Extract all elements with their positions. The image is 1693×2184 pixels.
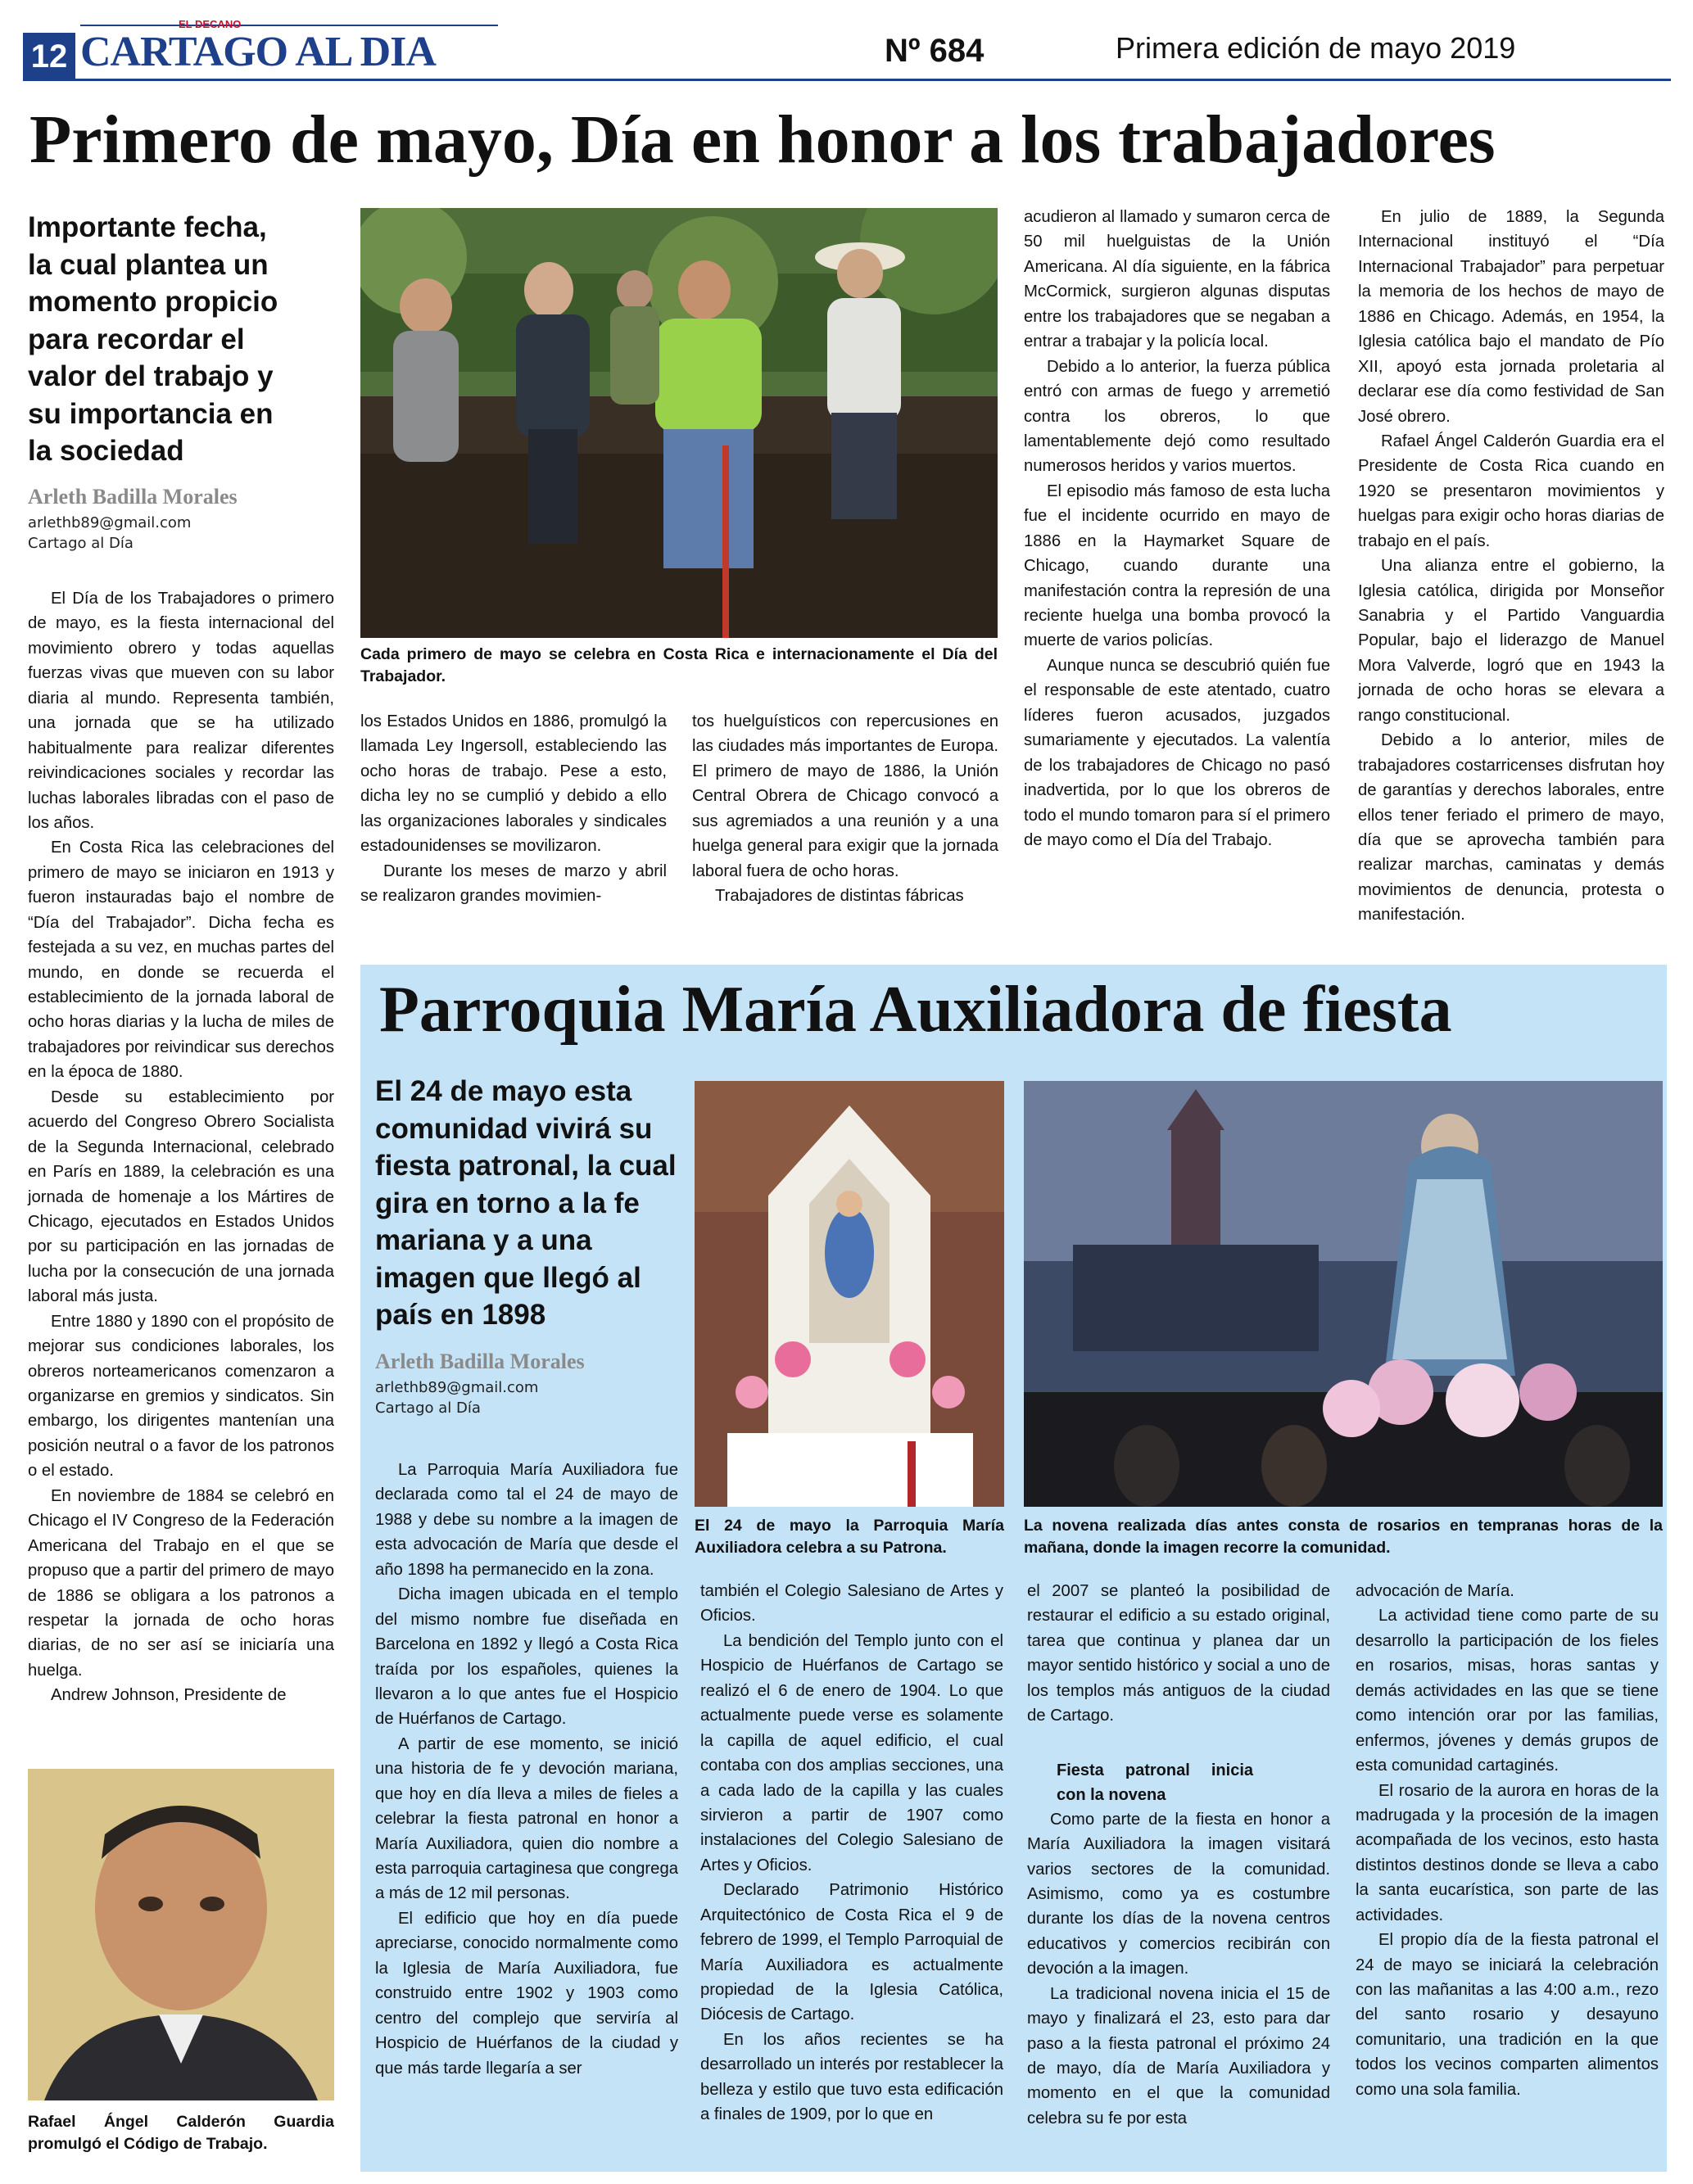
newspaper-logo[interactable] bbox=[80, 18, 436, 80]
paragraph: La tradicional novena inicia el 15 de mayo y finalizará el 23, esto para dar paso a la fiesta patronal el próximo 24 de mayo, día de María Auxiliadora y momento en el que la comunidad celebra su fe por esta bbox=[1027, 1984, 1330, 2127]
article2-column-4 bbox=[1356, 1579, 1659, 2102]
article2-headline: Parroquia María Auxiliadora de fiesta bbox=[379, 974, 1452, 1046]
article2-column-1 bbox=[375, 1458, 678, 2081]
paragraph: El episodio más famoso de esta lucha fue el incidente ocurrido en mayo de 1886 en la Haymarket Square de Chicago, cuando durante una manifestación contra la represión de una reciente huelga una bomba provocó la muerte de varios policías. bbox=[1024, 482, 1330, 650]
portrait-caption: Rafael Ángel Calderón Guardia promulgó el Código de Trabajo. bbox=[28, 2113, 334, 2154]
paragraph: En los años recientes se ha desarrollado un interés por restablecer la belleza y estilo que tuvo esta edificación a finales de 1909, por lo que en bbox=[700, 2030, 1003, 2124]
paragraph: también el Colegio Salesiano de Artes y Oficios. bbox=[700, 1582, 1003, 1626]
author-name: Arleth Badilla Morales bbox=[28, 485, 238, 509]
article1-column-5 bbox=[1358, 205, 1664, 928]
paragraph: El Día de los Trabajadores o primero de mayo, es la fiesta internacional del movimiento obrero y todas aquellas fuerzas vivas que mueven con su labor diaria al mundo. Representa también, una jornada que se ha utilizado habitualmente para realizar diferentes reivindicaciones sociales y recordar las luchas laborales libradas con el paso de los años. bbox=[28, 590, 334, 832]
paragraph: Declarado Patrimonio Histórico Arquitectónico de Costa Rica el 9 de febrero de 1999, el Templo Parroquial de María Auxiliadora es actualmente propiedad de la Iglesia Católica, Diócesis de Cartago. bbox=[700, 1881, 1003, 2024]
logo-name: CARTAGO AL DIA bbox=[80, 29, 436, 75]
paragraph: En julio de 1889, la Segunda Internacional instituyó el “Día Internacional Trabajador” para perpetuar la memoria de los hechos de mayo de 1886 en Chicago. Además, en 1954, la Iglesia católica bajo el mandato de Pío XII, apoyó esta jornada proletaria al declarar ese día como festividad de San José obrero. bbox=[1358, 208, 1664, 426]
paragraph: A partir de ese momento, se inició una historia de fe y devoción mariana, que hoy en día lleva a miles de fieles a celebrar la fiesta patronal en honor a María Auxiliadora, quien dio nombre a esta parroquia cartaginesa que congrega a más de 12 mil personas. bbox=[375, 1734, 678, 1903]
logo-tagline: EL DECANO bbox=[179, 18, 242, 30]
portrait-illustration bbox=[28, 1769, 334, 2100]
article1-column-2 bbox=[360, 709, 667, 909]
page-number: 12 bbox=[23, 33, 75, 80]
section-subhead: Fiesta patronal inicia con la novena bbox=[1057, 1761, 1253, 1804]
article2-column-3 bbox=[1027, 1579, 1330, 2131]
paragraph: el 2007 se planteó la posibilidad de restaurar el edificio a su estado original, tarea que continua y planea dar un mayor sentido histórico y social a uno de los templos más antiguos de la ciudad de Cartago. bbox=[1027, 1582, 1330, 1725]
paragraph: Debido a lo anterior, miles de trabajadores costarricenses disfrutan hoy de garantías y derechos laborales, entre ellos tener feriado el primero de mayo, día que se aprovecha también para realizar marchas, caminatas y demás movimientos de denuncia, protesta o manifestación. bbox=[1358, 731, 1664, 925]
issue-number: Nº 684 bbox=[885, 33, 985, 69]
article1-column-1 bbox=[28, 586, 334, 1708]
paragraph: advocación de María. bbox=[1356, 1582, 1514, 1600]
article1-byline bbox=[28, 485, 298, 552]
paragraph: Como parte de la fiesta en honor a María Auxiliadora la imagen visitará varios sectores de la comunidad. Asimismo, como ya es costumbre durante los días de la novena centros educativos y comercios recibirán con devoción a la imagen. bbox=[1027, 1810, 1330, 1978]
workers-photo bbox=[360, 208, 998, 638]
author-outlet: Cartago al Día bbox=[375, 1399, 481, 1417]
paragraph: Aunque nunca se descubrió quién fue el responsable de este atentado, cuatro líderes fueron acusados, juzgados sumariamente y ejecutados. La valentía de los trabajadores de Chicago no pasó inadvertida, por lo que los obreros de todo el mundo tomaron para sí el primero de mayo como el Día del Trabajo. bbox=[1024, 656, 1330, 849]
paragraph: La bendición del Templo junto con el Hospicio de Huérfanos de Cartago se realizó el 6 de enero de 1904. Lo que actualmente puede verse es solamente la capilla de aquel edificio, el cual contaba con dos amplias secciones, una a cada lado de la capilla y las cuales sirvieron a partir de 1907 como instalaciones del Colegio Salesiano de Artes y Oficios. bbox=[700, 1631, 1003, 1874]
author-outlet: Cartago al Día bbox=[28, 535, 134, 552]
author-email[interactable]: arlethb89@gmail.com bbox=[375, 1379, 539, 1396]
author-email[interactable]: arlethb89@gmail.com bbox=[28, 514, 192, 531]
procession-photo-caption: La novena realizada días antes consta de rosarios en tempranas horas de la mañana, donde la imagen recorre la comunidad. bbox=[1024, 1517, 1663, 1558]
article2-subtitle: El 24 de mayo esta comunidad vivirá su fiesta patronal, la cual gira en torno a la fe mariana y a una imagen que llegó al país en 1898 bbox=[375, 1075, 677, 1331]
paragraph: Durante los meses de marzo y abril se realizaron grandes movimien- bbox=[360, 861, 667, 906]
paragraph: El edificio que hoy en día puede apreciarse, conocido normalmente como la Iglesia de María Auxiliadora, fue construido entre 1902 y 1903 como centro del complejo que serviría al Hospicio de Huérfanos de la ciudad y que más tarde llegaría a ser bbox=[375, 1909, 678, 2078]
altar-illustration bbox=[695, 1081, 1004, 1507]
paragraph: Debido a lo anterior, la fuerza pública entró con armas de fuego y arremetió contra los obreros, lo que lamentablemente dejó como resultado numerosos heridos y varios muertos. bbox=[1024, 357, 1330, 476]
paragraph: El propio día de la fiesta patronal el 24 de mayo se iniciará la celebración con las mañanitas a las 4:00 a.m., rezo del santo rosario y desayuno comunitario, una tradición en la que todos los vecinos comparten alimentos como una sola familia. bbox=[1356, 1931, 1659, 2099]
paragraph: Entre 1880 y 1890 con el propósito de mejorar sus condiciones laborales, los obreros norteamericanos comenzaron a organizarse en gremios y sindicatos. Sin embargo, los dirigentes mantenían una posición neutral o a favor de los patronos o el estado. bbox=[28, 1312, 334, 1481]
article2-byline bbox=[375, 1350, 678, 1417]
paragraph: La Parroquia María Auxiliadora fue declarada como tal el 24 de mayo de 1988 y debe su nombre a la imagen de esta advocación de María que desde el año 1898 ha permanecido en la zona. bbox=[375, 1461, 678, 1579]
article1-subtitle: Importante fecha, la cual plantea un momento propicio para recordar el valor del trabajo y su importancia en la sociedad bbox=[28, 211, 278, 467]
edition-date: Primera edición de mayo 2019 bbox=[1116, 31, 1516, 65]
article2-column-2 bbox=[700, 1579, 1003, 2127]
article1-column-3 bbox=[692, 709, 998, 909]
altar-photo bbox=[695, 1081, 1004, 1507]
altar-photo-caption: El 24 de mayo la Parroquia María Auxiliadora celebra a su Patrona. bbox=[695, 1517, 1004, 1558]
paragraph: Dicha imagen ubicada en el templo del mismo nombre fue diseñada en Barcelona en 1892 y llegó a Costa Rica traída por los españoles, quienes la llevaron a lo que antes fue el Hospicio de Huérfanos de Cartago. bbox=[375, 1585, 678, 1729]
paragraph: tos huelguísticos con repercusiones en las ciudades más importantes de Europa. El primero de mayo de 1886, la Unión Central Obrera de Chicago convocó a sus agremiados a una reunión y a una huelga general para exigir que la jornada laboral fuera de ocho horas. bbox=[692, 712, 998, 880]
paragraph: Una alianza entre el gobierno, la Iglesia católica, dirigida por Monseñor Sanabria y el Partido Vanguardia Popular, bajo el liderazgo de Manuel Mora Valverde, logró que en 1943 la jornada de ocho horas se elevara a rango constitucional. bbox=[1358, 557, 1664, 725]
procession-illustration bbox=[1024, 1081, 1663, 1507]
workers-photo-illustration bbox=[360, 208, 998, 638]
calderon-portrait bbox=[28, 1769, 334, 2100]
paragraph: El rosario de la aurora en horas de la madrugada y la procesión de la imagen acompañada de los vecinos, esto hasta distintos destinos donde se lleva a cabo la santa eucarística, son parte de las actividades. bbox=[1356, 1781, 1659, 1924]
paragraph: acudieron al llamado y sumaron cerca de 50 mil huelguistas de la Unión Americana. Al día siguiente, en la fábrica McCormick, surgieron algunas disputas entre los trabajadores que se negaban a entrar a trabajar y la policía local. bbox=[1024, 208, 1330, 351]
procession-photo bbox=[1024, 1081, 1663, 1507]
paragraph: Andrew Johnson, Presidente de bbox=[51, 1686, 287, 1705]
paragraph: En Costa Rica las celebraciones del primero de mayo se iniciaron en 1913 y fueron instauradas bajo el nombre de “Día del Trabajador”. Dicha fecha es festejada a su vez, en muchas partes del mundo, en donde se recuerda el establecimiento de la jornada laboral de ocho horas diarias y la lucha de miles de trabajadores por reivindicar sus derechos en la época de 1880. bbox=[28, 839, 334, 1082]
paragraph: los Estados Unidos en 1886, promulgó la llamada Ley Ingersoll, estableciendo las ocho horas de trabajo. Pese a esto, dicha ley no se cumplió y debido a ello las organizaciones laborales y sindicales estadounidenses se movilizaron. bbox=[360, 712, 667, 856]
workers-photo-caption: Cada primero de mayo se celebra en Costa Rica e internacionamente el Día del Trabajador. bbox=[360, 645, 998, 686]
paragraph: Rafael Ángel Calderón Guardia era el Presidente de Costa Rica cuando en 1920 se presentaron movimientos y huelgas para exigir ocho horas diarias de trabajo en el país. bbox=[1358, 432, 1664, 550]
author-name: Arleth Badilla Morales bbox=[375, 1350, 585, 1373]
paragraph: En noviembre de 1884 se celebró en Chicago el IV Congreso de la Federación Americana del Trabajo en el que se propuso que a partir del primero de mayo de 1886 se obligara a los patronos a respetar la jornada de ocho horas diarias, de no ser así se iniciaría una huelga. bbox=[28, 1486, 334, 1680]
paragraph: Trabajadores de distintas fábricas bbox=[715, 887, 964, 906]
article1-column-4 bbox=[1024, 205, 1330, 852]
paragraph: La actividad tiene como parte de su desarrollo la participación de los fieles en rosarios, misas, horas santas y demás actividades en las que se tiene como intención orar por las familias, enfermos, jóvenes y demás grupos de esta comunidad cartaginés. bbox=[1356, 1607, 1659, 1775]
paragraph: Desde su establecimiento por acuerdo del Congreso Obrero Socialista de la Segunda Internacional, celebrado en París en 1889, la celebración es una jornada de homenaje a los Mártires de Chicago, ejecutados en Estados Unidos por su participación en las jornadas de lucha por la consecución de una jornada laboral más justa. bbox=[28, 1087, 334, 1306]
article1-headline: Primero de mayo, Día en honor a los trabajadores bbox=[29, 102, 1496, 178]
